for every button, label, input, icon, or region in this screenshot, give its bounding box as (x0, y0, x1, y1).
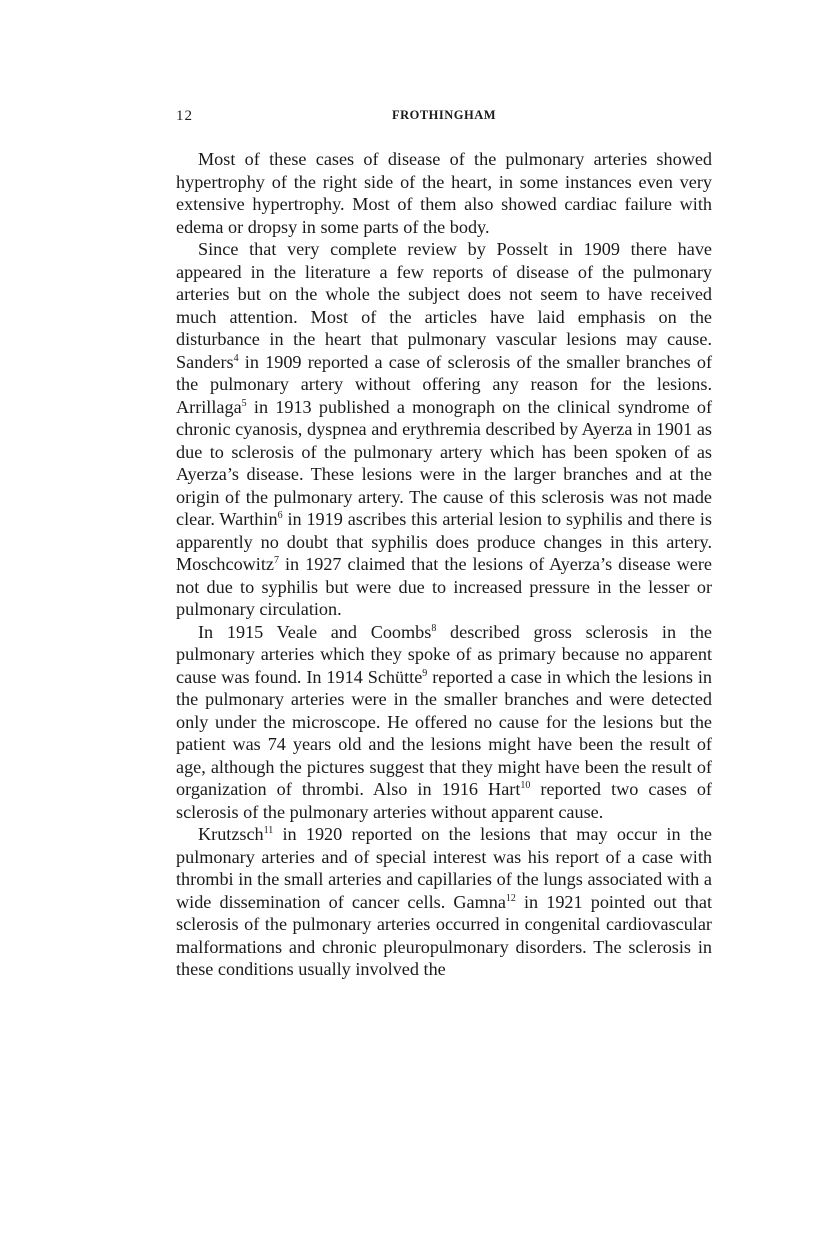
text-run: Krutzsch (198, 824, 264, 844)
footnote-reference: 9 (422, 667, 428, 679)
body-paragraph (176, 148, 712, 238)
body-paragraph (176, 621, 712, 824)
text-run: in 1921 pointed out that sclerosis of the pulmonary arteries occurred in congenital cardiovascular malformations and chronic pleuropulmonary disorders. The sclerosis in these conditions usually involved the (176, 891, 712, 979)
text-run: Most of these cases of disease of the pulmonary arteries showed hypertrophy of the right side of the heart, in some instances even very extensive hypertrophy. Most of them also showed cardiac failure with edema or dropsy in some parts of the body. (176, 149, 712, 237)
footnote-reference: 8 (431, 622, 437, 634)
text-run: in 1909 reported a case of sclerosis of the smaller branches of the pulmonary artery without offering any reason for the lesions. Arrillaga (176, 351, 712, 417)
text-run: in 1919 ascribes this arterial lesion to syphilis and there is apparently no doubt that syphilis does produce changes in this artery. Moschcowitz (176, 509, 712, 574)
footnote-reference: 10 (520, 779, 531, 791)
text-run: Since that very complete review by Posselt in 1909 there have appeared in the literature a few reports of disease of the pulmonary arteries but on the whole the subject does not seem to have received much attention. Most of the articles have laid emphasis on the disturbance in the heart that pulmonary vascular lesions may cause. Sanders (176, 239, 712, 372)
body-paragraph (176, 238, 712, 621)
footnote-reference: 7 (274, 554, 279, 566)
text-run: reported two cases of sclerosis of the pulmonary arteries without apparent cause. (176, 779, 712, 822)
running-title: FROTHINGHAM (391, 108, 497, 122)
text-run: in 1920 reported on the lesions that may occur in the pulmonary arteries and of special interest was his report of a case with thrombi in the small arteries and capillaries of the lungs associated with a wide dissemination of cancer cells. Gamna (176, 824, 712, 912)
footnote-reference: 4 (233, 352, 239, 364)
body-text (176, 148, 712, 981)
text-run: described gross sclerosis in the pulmonary arteries which they spoke of as primary because no apparent cause was found. In 1914 Schütte (176, 621, 712, 687)
footnote-reference: 5 (241, 397, 247, 409)
text-run: reported a case in which the lesions in the pulmonary arteries were in the smaller branches and were detected only under the microscope. He offered no cause for the lesions but the patient was 74 years old and the lesions might have been the result of age, although the pictures suggest that they might have been the result of organization of thrombi. Also in 1916 Hart (176, 666, 712, 799)
footnote-reference: 6 (277, 509, 283, 521)
text-run: in 1927 claimed that the lesions of Ayerza’s disease were not due to syphilis but were due to increased pressure in the lesser or pulmonary circulation. (176, 554, 712, 619)
running-head (176, 108, 712, 132)
body-paragraph (176, 823, 712, 981)
footnote-reference: 11 (263, 824, 274, 836)
text-run: In 1915 Veale and Coombs (198, 621, 432, 642)
page-number: 12 (176, 108, 193, 124)
footnote-reference: 12 (505, 892, 516, 904)
text-run: in 1913 published a monograph on the clinical syndrome of chronic cyanosis, dyspnea and erythremia described by Ayerza in 1901 as due to sclerosis of the pulmonary artery which has been spoken of as Ayerza’s disease. These lesions were in the larger branches and at the origin of the pulmonary artery. The cause of this sclerosis was not made clear. Warthin (176, 396, 712, 529)
